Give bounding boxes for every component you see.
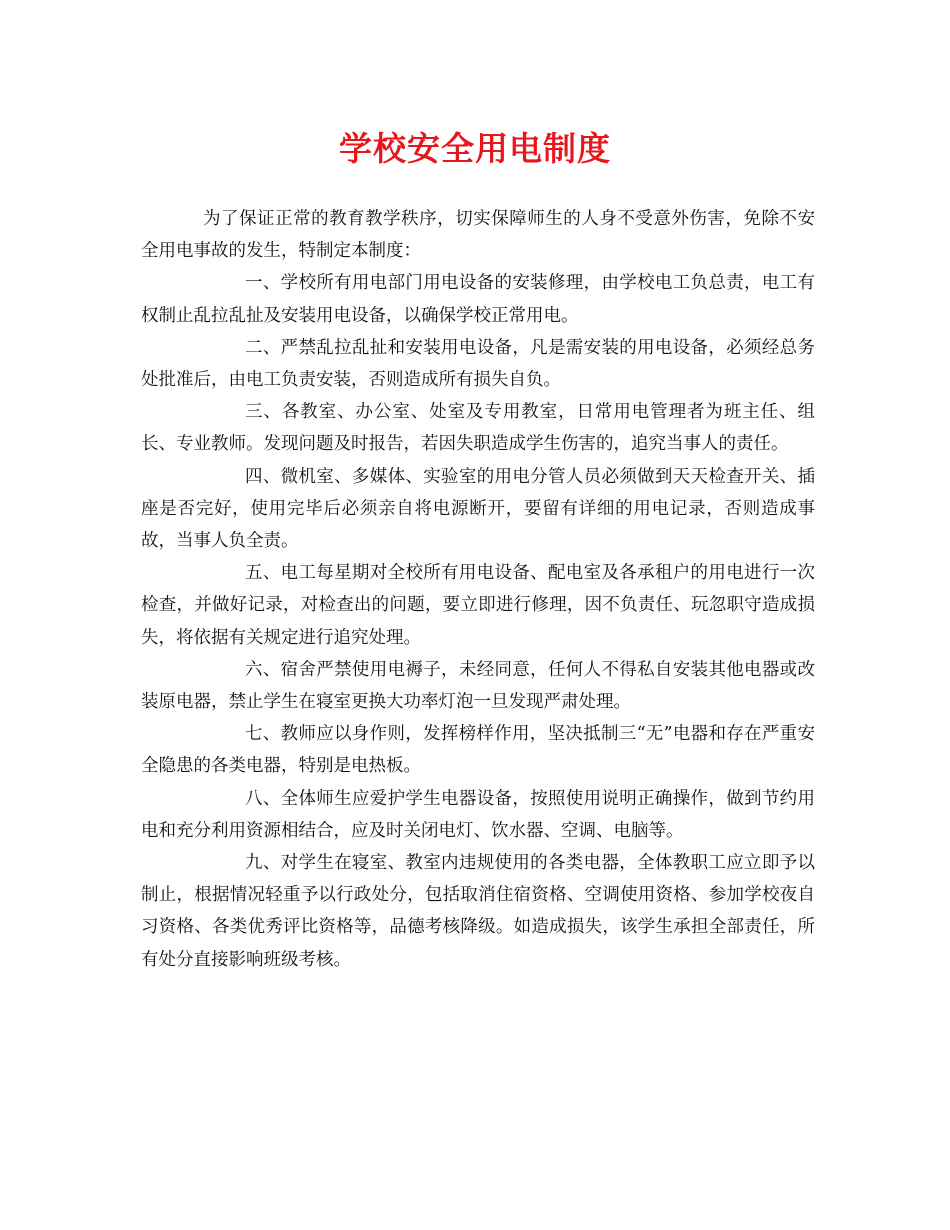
- rule-item-8: 八、全体师生应爱护学生电器设备，按照使用说明正确操作，做到节约用电和充分利用资源相结合，应及时关闭电灯、饮水器、空调、电脑等。: [141, 788, 815, 841]
- rule-item-4: 四、微机室、多媒体、实验室的用电分管人员必须做到天天检查开关、插座是否完好，使用完毕后必须亲自将电源断开，要留有详细的用电记录，否则造成事故，当事人负全责。: [141, 466, 815, 552]
- rule-item-3: 三、各教室、办公室、处室及专用教室，日常用电管理者为班主任、组长、专业教师。发现问题及时报告，若因失职造成学生伤害的，追究当事人的责任。: [141, 402, 815, 455]
- rule-item-6: 六、宿舍严禁使用电褥子，未经同意，任何人不得私自安装其他电器或改装原电器，禁止学生在寝室更换大功率灯泡一旦发现严肃处理。: [141, 659, 815, 713]
- rule-item-1: 一、学校所有用电部门用电设备的安装修理，由学校电工负总责，电工有权制止乱拉乱扯及安装用电设备，以确保学校正常用电。: [141, 273, 815, 326]
- document-title: 学校安全用电制度: [339, 129, 611, 168]
- document-body: [141, 203, 815, 976]
- rule-item-7: 七、教师应以身作则，发挥榜样作用，坚决抵制三“无”电器和存在严重安全隐患的各类电器，特别是电热板。: [141, 724, 815, 777]
- rule-item-2: 二、严禁乱拉乱扯和安装用电设备，凡是需安装的用电设备，必须经总务处批准后，由电工负责安装，否则造成所有损失自负。: [141, 337, 815, 391]
- rule-item-5: 五、电工每星期对全校所有用电设备、配电室及各承租户的用电进行一次检查，并做好记录，对检查出的问题，要立即进行修理，因不负责任、玩忽职守造成损失，将依据有关规定进行追究处理。: [141, 563, 815, 648]
- intro-paragraph: 为了保证正常的教育教学秩序，切实保障师生的人身不受意外伤害，免除不安全用电事故的发生，特制定本制度：: [141, 209, 815, 262]
- rule-item-9: 九、对学生在寝室、教室内违规使用的各类电器，全体教职工应立即予以制止，根据情况轻重予以行政处分，包括取消住宿资格、空调使用资格、参加学校夜自习资格、各类优秀评比资格等，品德考核降级。如造成损失，该学生承担全部责任，所有处分直接影响班级考核。: [141, 853, 815, 970]
